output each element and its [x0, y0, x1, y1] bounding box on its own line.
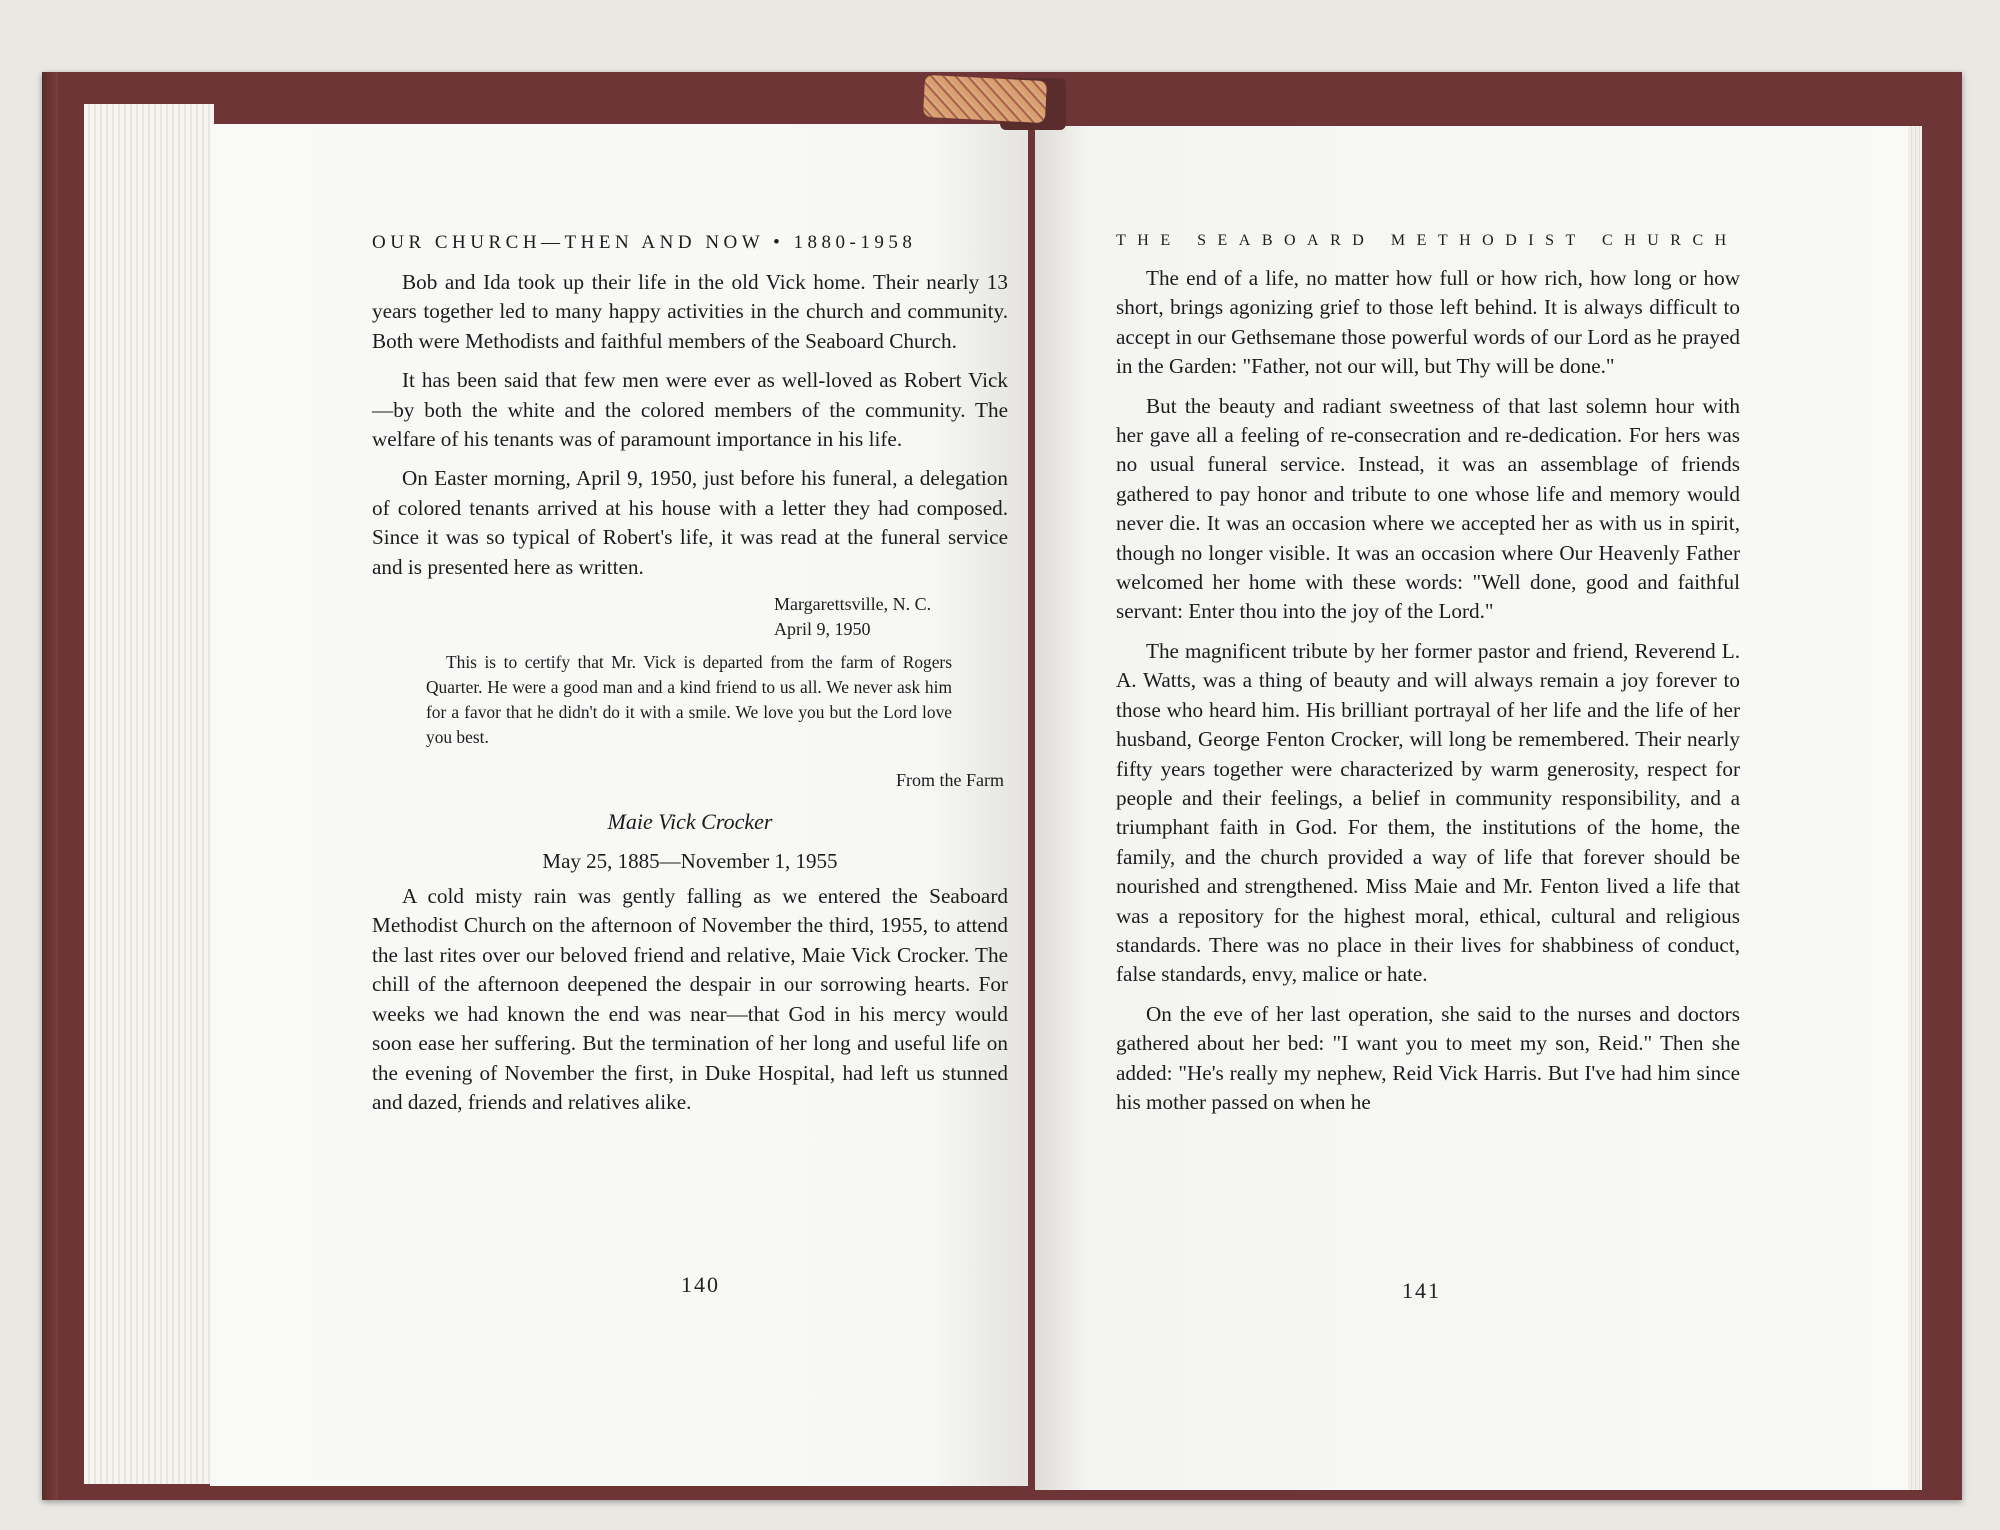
paragraph: The end of a life, no matter how full or how rich, how long or how short, brings agonizing grief to those left behind. It is always difficult to accept in our Gethsemane those powerful words of our Lord as he prayed in the Garden: "Father, not our will, but Thy will be done."	[1116, 266, 1740, 379]
paragraph: A cold misty rain was gently falling as we entered the Seaboard Methodist Church on the afternoon of November the third, 1955, to attend the last rites over our beloved friend and relative, Maie Vick Crocker. The chill of the afternoon deepened the despair in our sorrowing hearts. For weeks we had known the end was near—that God in his mercy would soon ease her suffering. But the termination of her long and useful life on the evening of November the first, in Duke Hospital, had left us stunned and dazed, friends and relatives alike.	[372, 884, 1008, 1114]
letter-date: April 9, 1950	[774, 619, 871, 640]
left-page-text	[372, 232, 1008, 1117]
paragraph: On the eve of her last operation, she said to the nurses and doctors gathered about her bed: "I want you to meet my son, Reid." Then she added: "He's really my nephew, Reid Vick Harris. But I've had him since his mother passed on when he	[1116, 1001, 1740, 1114]
paragraph: On Easter morning, April 9, 1950, just before his funeral, a delegation of colored tenants arrived at his house with a letter they had composed. Since it was so typical of Robert's life, it was read at the funeral service and is presented here as written.	[372, 466, 1008, 579]
running-head-right: THE SEABOARD METHODIST CHURCH	[1116, 232, 1738, 249]
paragraph: It has been said that few men were ever as well-loved as Robert Vick—by both the white and the colored members of the community. The welfare of his tenants was of paramount importance in his life.	[372, 368, 1008, 452]
paragraph: Bob and Ida took up their life in the old Vick home. Their nearly 13 years together led to many happy activities in the church and community. Both were Methodists and faithful members of the Seaboard Church.	[372, 270, 1008, 353]
letter-heading	[774, 592, 994, 642]
page-number-right: 141	[1402, 1278, 1441, 1303]
headband-ribbon	[923, 75, 1047, 123]
right-page-text	[1116, 232, 1740, 1117]
letter-signature: From the Farm	[896, 770, 1004, 791]
section-title: Maie Vick Crocker	[607, 809, 773, 835]
right-page-stack-edge	[1908, 126, 1922, 1490]
page-number-left: 140	[681, 1272, 720, 1297]
cover-edge	[42, 72, 58, 1500]
running-head-left: OUR CHURCH—THEN AND NOW • 1880-1958	[372, 232, 917, 253]
letter-place: Margarettsville, N. C.	[774, 594, 932, 615]
section-dates: May 25, 1885—November 1, 1955	[542, 849, 838, 874]
page-stack-edge	[84, 104, 214, 1484]
paragraph: But the beauty and radiant sweetness of that last solemn hour with her gave all a feeling of re-consecration and re-dedication. For hers was no usual funeral service. Instead, it was an assemblage of friends gathered to pay honor and tribute to one whose life and memory would never die. It was an occasion where we accepted her as with us in spirit, though no longer visible. It was an occasion where Our Heavenly Father welcomed her home with these words: "Well done, good and faithful servant: Enter thou into the joy of the Lord."	[1116, 393, 1740, 624]
paragraph: The magnificent tribute by her former pastor and friend, Reverend L. A. Watts, was a thing of beauty and will always remain a joy forever to those who heard him. His brilliant portrayal of her life and the life of her husband, George Fenton Crocker, will long be remembered. Their nearly fifty years together were characterized by warm generosity, respect for people and their feelings, a belief in community responsibility, and a triumphant faith in God. For them, the institutions of the home, the family, and the church provided a way of life that forever should be nourished and strengthened. Miss Maie and Mr. Fenton lived a life that was a repository for the highest moral, ethical, cultural and religious standards. There was no place in their lives for shabbiness of conduct, false standards, envy, malice or hate.	[1116, 638, 1740, 987]
letter-body: This is to certify that Mr. Vick is departed from the farm of Rogers Quarter. He were a good man and a kind friend to us all. We never ask him for a favor that he didn't do it with a smile. We love you but the Lord love you best.	[426, 652, 952, 748]
